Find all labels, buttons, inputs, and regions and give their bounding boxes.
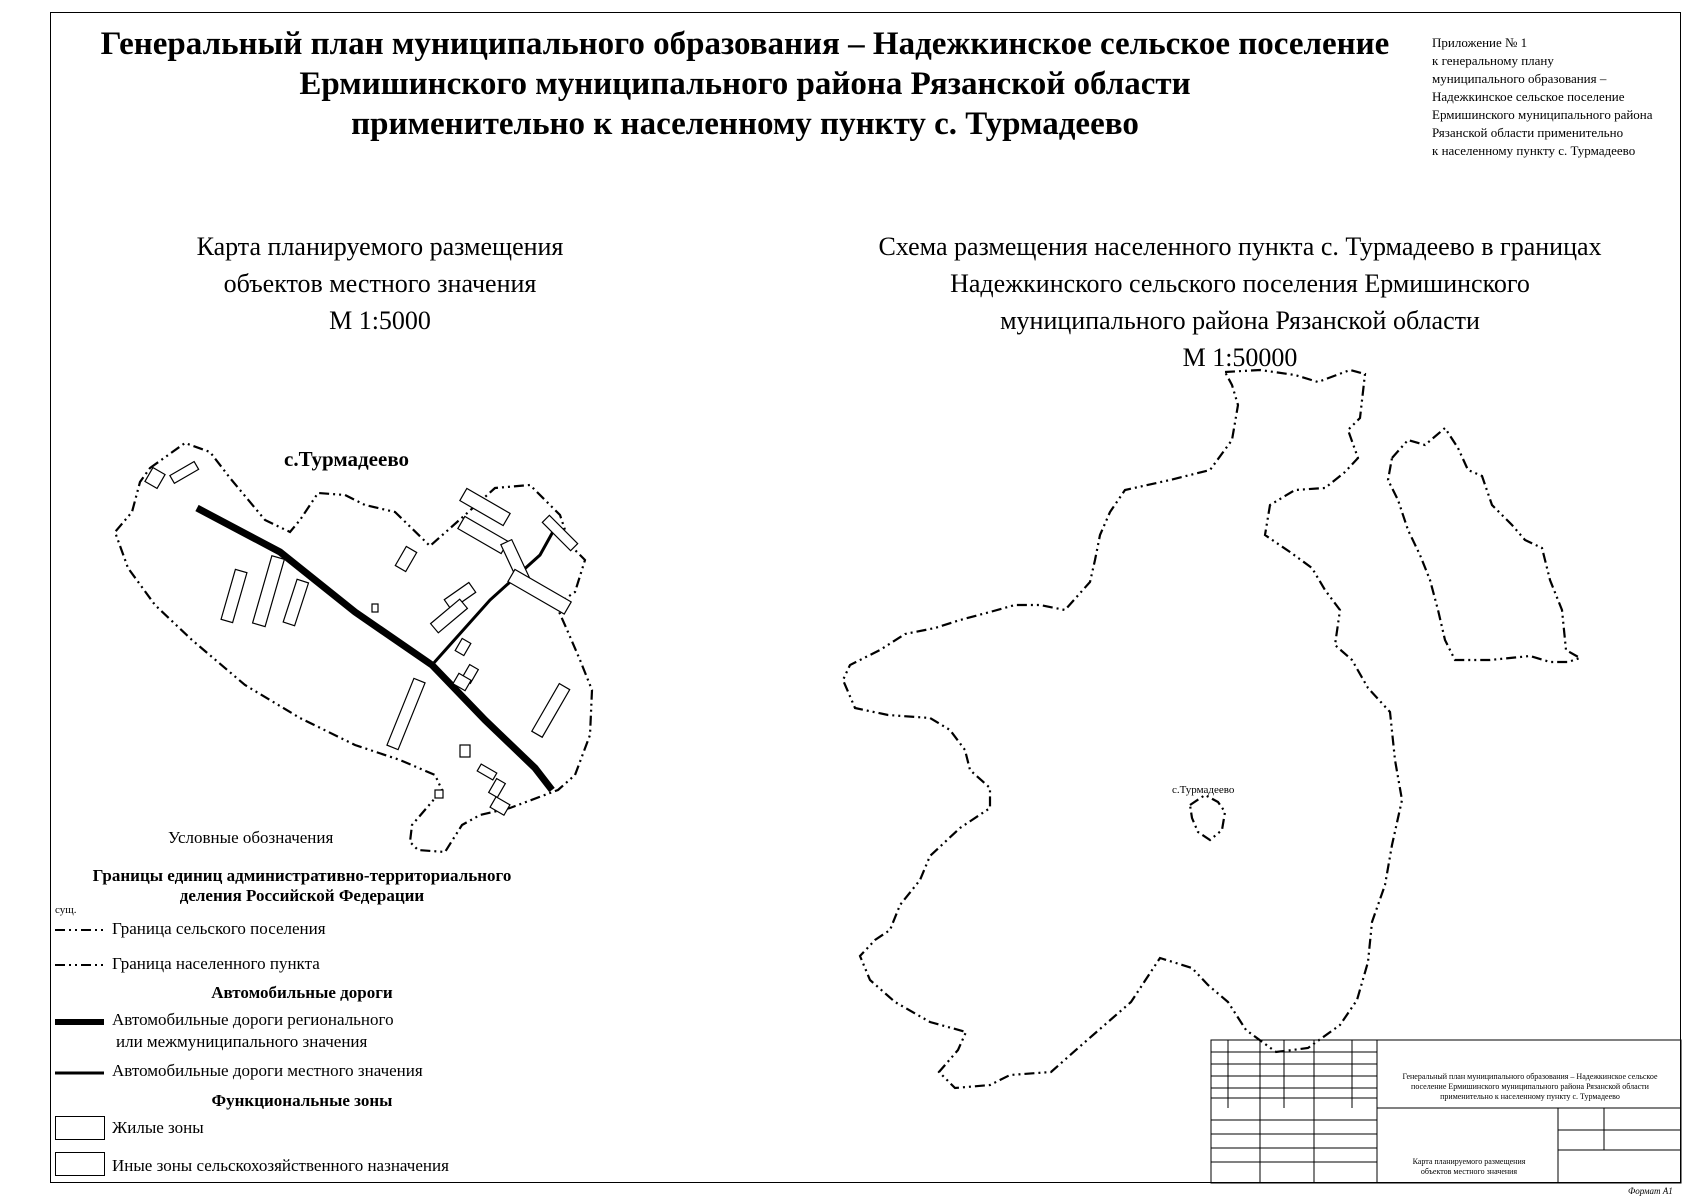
right-map-title-line: Схема размещения населенного пункта с. Турмадеево в границах bbox=[878, 232, 1602, 261]
building bbox=[508, 569, 571, 614]
building bbox=[170, 462, 199, 484]
title-line-2: Ермишинского муниципального района Рязанской области bbox=[299, 66, 1191, 102]
legend-section-borders-line: деления Российской Федерации bbox=[179, 886, 425, 905]
title-line-3: применительно к населенному пункту с. Турмадеево bbox=[351, 106, 1139, 142]
right-map-title-line: М 1:50000 bbox=[1182, 343, 1298, 372]
building bbox=[387, 678, 425, 749]
legend-local-roads-label: Автомобильные дороги местного значения bbox=[112, 1061, 423, 1080]
building bbox=[477, 764, 497, 780]
building bbox=[532, 684, 570, 738]
right-map-title-line: муниципального района Рязанской области bbox=[1000, 306, 1480, 335]
building bbox=[435, 790, 443, 798]
legend-residential-label: Жилые зоны bbox=[112, 1118, 204, 1137]
building bbox=[490, 797, 510, 815]
stamp-sheet-line: объектов местного значения bbox=[1420, 1167, 1518, 1176]
stamp-title-line: поселение Ермишинского муниципального района Рязанской области bbox=[1411, 1082, 1649, 1091]
stamp-document-title bbox=[1380, 1072, 1680, 1102]
building bbox=[372, 604, 378, 612]
appendix-line: Надежкинское сельское поселение bbox=[1432, 89, 1625, 104]
appendix-line: к генеральному плану bbox=[1432, 53, 1554, 68]
appendix-line: Ермишинского муниципального района bbox=[1432, 107, 1653, 122]
stamp-sheet-title bbox=[1380, 1157, 1558, 1177]
building bbox=[145, 468, 165, 489]
building bbox=[455, 638, 471, 655]
appendix-line: муниципального образования – bbox=[1432, 71, 1607, 86]
legend-agricultural-label: Иные зоны сельскохозяйственного назначения bbox=[112, 1156, 449, 1175]
legend-section-borders-line: Границы единиц административно-территориального bbox=[92, 866, 512, 885]
locality-boundary-left bbox=[115, 443, 592, 852]
right-map-title-line: Надежкинского сельского поселения Ермишинского bbox=[950, 269, 1530, 298]
building bbox=[395, 546, 416, 571]
building bbox=[489, 779, 506, 798]
legend-regional-roads-line: Автомобильные дороги регионального bbox=[112, 1010, 394, 1029]
appendix-line: Рязанской области применительно bbox=[1432, 125, 1624, 140]
settlement-boundary-right bbox=[843, 370, 1402, 1088]
stamp-title-line: применительно к населенному пункту с. Турмадеево bbox=[1440, 1092, 1620, 1101]
legend-section-borders bbox=[52, 866, 552, 906]
building bbox=[253, 556, 285, 627]
legend-title: Условные обозначения bbox=[168, 828, 334, 847]
legend-section-roads: Автомобильные дороги bbox=[211, 983, 393, 1002]
legend-regional-roads bbox=[112, 1009, 394, 1053]
stamp-title-line: Генеральный план муниципального образования – Надежкинское сельское bbox=[1402, 1072, 1658, 1081]
residential-zone-swatch bbox=[55, 1116, 105, 1140]
agricultural-zone-swatch bbox=[55, 1152, 105, 1176]
building bbox=[460, 745, 470, 757]
left-map-title-line: Карта планируемого размещения bbox=[196, 232, 564, 261]
appendix-line: к населенному пункту с. Турмадеево bbox=[1432, 143, 1636, 158]
sheet-format: Формат А1 bbox=[1628, 1186, 1673, 1196]
legend-locality-border-label: Граница населенного пункта bbox=[112, 954, 320, 973]
appendix-line: Приложение № 1 bbox=[1432, 35, 1528, 50]
legend-regional-roads-line: или межмуниципального значения bbox=[116, 1032, 368, 1051]
left-map-title-line: М 1:5000 bbox=[329, 306, 431, 335]
left-map-title-line: объектов местного значения bbox=[223, 269, 537, 298]
legend-existing-abbr: сущ. bbox=[55, 904, 77, 916]
building bbox=[221, 569, 247, 622]
building bbox=[283, 579, 308, 626]
building bbox=[542, 515, 577, 550]
legend-settlement-border-label: Граница сельского поселения bbox=[112, 919, 326, 938]
legend-section-zones: Функциональные зоны bbox=[211, 1091, 393, 1110]
stamp-sheet-line: Карта планируемого размещения bbox=[1412, 1157, 1526, 1166]
right-map-place-label: с.Турмадеево bbox=[1172, 784, 1235, 796]
title-line-1: Генеральный план муниципального образования – Надежкинское сельское поселение bbox=[100, 26, 1390, 62]
left-map-place-label: с.Турмадеево bbox=[284, 447, 410, 471]
locality-boundary-small bbox=[1190, 795, 1225, 840]
settlement-boundary-east bbox=[1388, 428, 1580, 662]
